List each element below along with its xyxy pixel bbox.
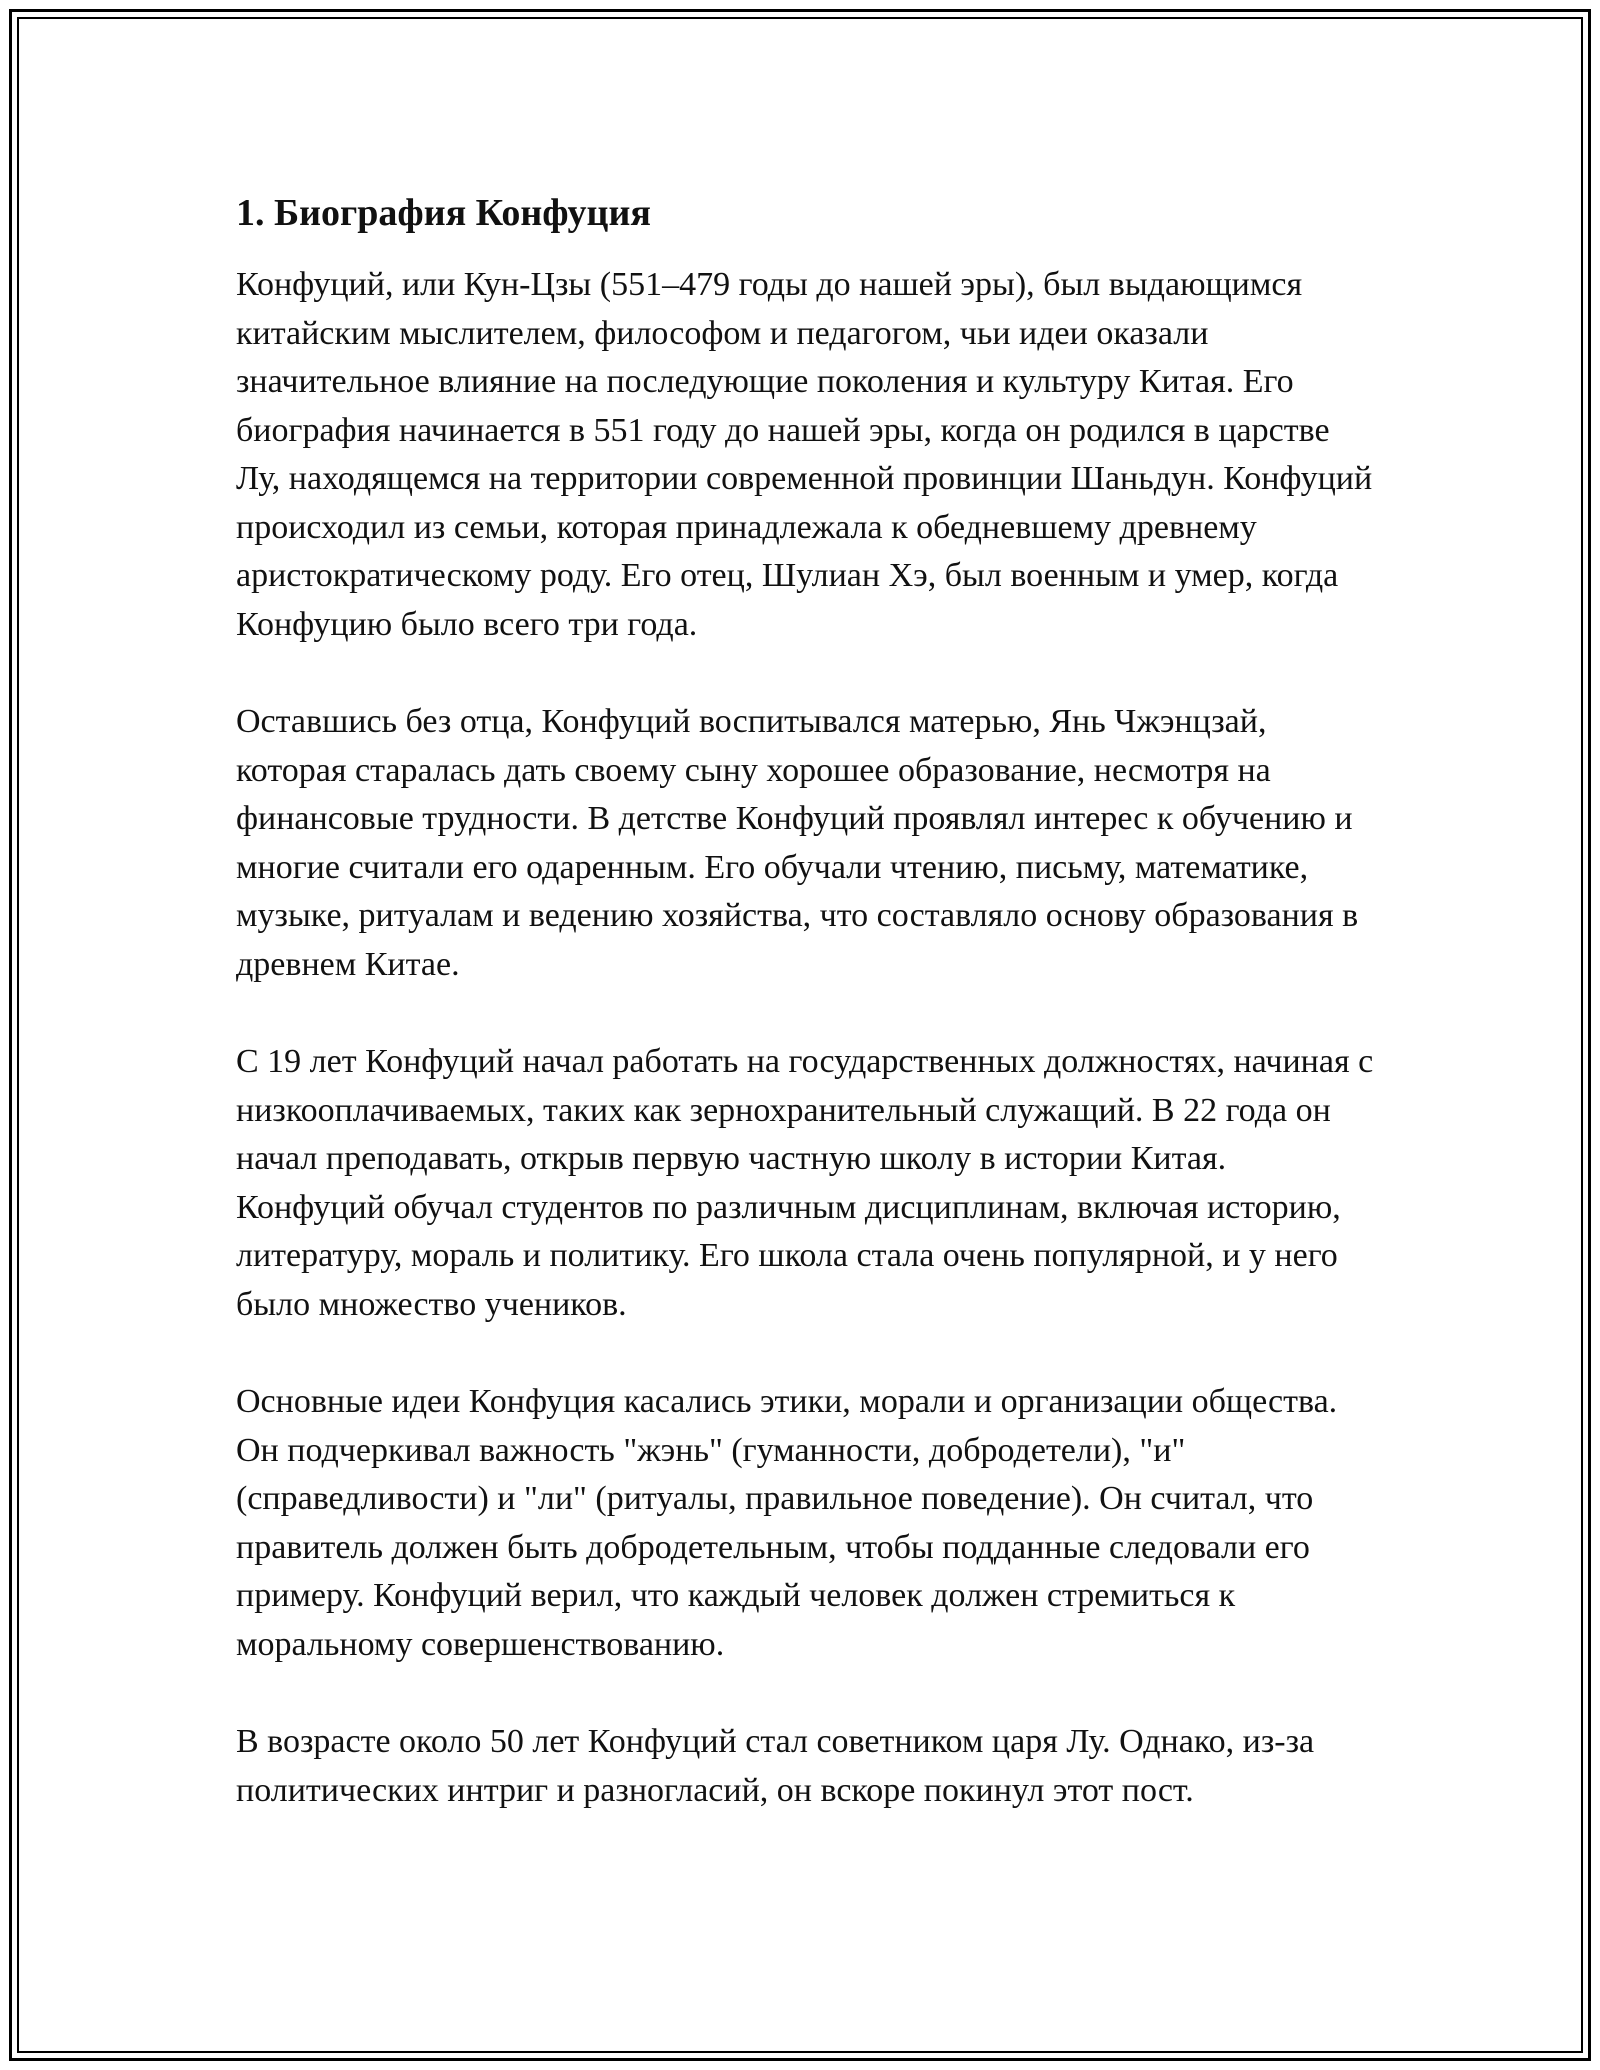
paragraph-advisor: В возрасте около 50 лет Конфуций стал советником царя Лу. Однако, из-за политических интриг и разногласий, он вскоре покинул этот пост. bbox=[236, 1723, 1315, 1809]
section-heading: 1. Биография Конфуция bbox=[236, 192, 651, 234]
paragraph-career: С 19 лет Конфуций начал работать на государственных должностях, начиная с низкооплачиваемых, таких как зернохранительный служащий. В 22 года он начал преподавать, открыв первую частную школу в истории Китая. Конфуций обучал студентов по различным дисциплинам, включая историю, литературу, мораль и политику. Его школа стала очень популярной, и у него было множество учеников. bbox=[236, 1043, 1374, 1323]
paragraph-biography-intro: Конфуций, или Кун-Цзы (551–479 годы до нашей эры), был выдающимся китайским мыслителем, философом и педагогом, чьи идеи оказали значительное влияние на последующие поколения и культуру Китая. Его биография начинается в 551 году до нашей эры, когда он родился в царстве Лу, находящемся на территории современной провинции Шаньдун. Конфуций происходил из семьи, которая принадлежала к обедневшему древнему аристократическому роду. Его отец, Шулиан Хэ, был военным и умер, когда Конфуцию было всего три года. bbox=[236, 266, 1373, 643]
paragraph-ideas: Основные идеи Конфуция касались этики, морали и организации общества. Он подчеркивал важность "жэнь" (гуманности, добродетели), "и" (справедливости) и "ли" (ритуалы, правильное поведение). Он считал, что правитель должен быть добродетельным, чтобы подданные следовали его примеру. Конфуций верил, что каждый человек должен стремиться к моральному совершенствованию. bbox=[236, 1383, 1338, 1663]
paragraph-childhood: Оставшись без отца, Конфуций воспитывался матерью, Янь Чжэнцзай, которая старалась дать своему сыну хорошее образование, несмотря на финансовые трудности. В детстве Конфуций проявлял интерес к обучению и многие считали его одаренным. Его обучали чтению, письму, математике, музыке, ритуалам и ведению хозяйства, что составляло основу образования в древнем Китае. bbox=[236, 703, 1359, 983]
document-body bbox=[236, 185, 1376, 1815]
